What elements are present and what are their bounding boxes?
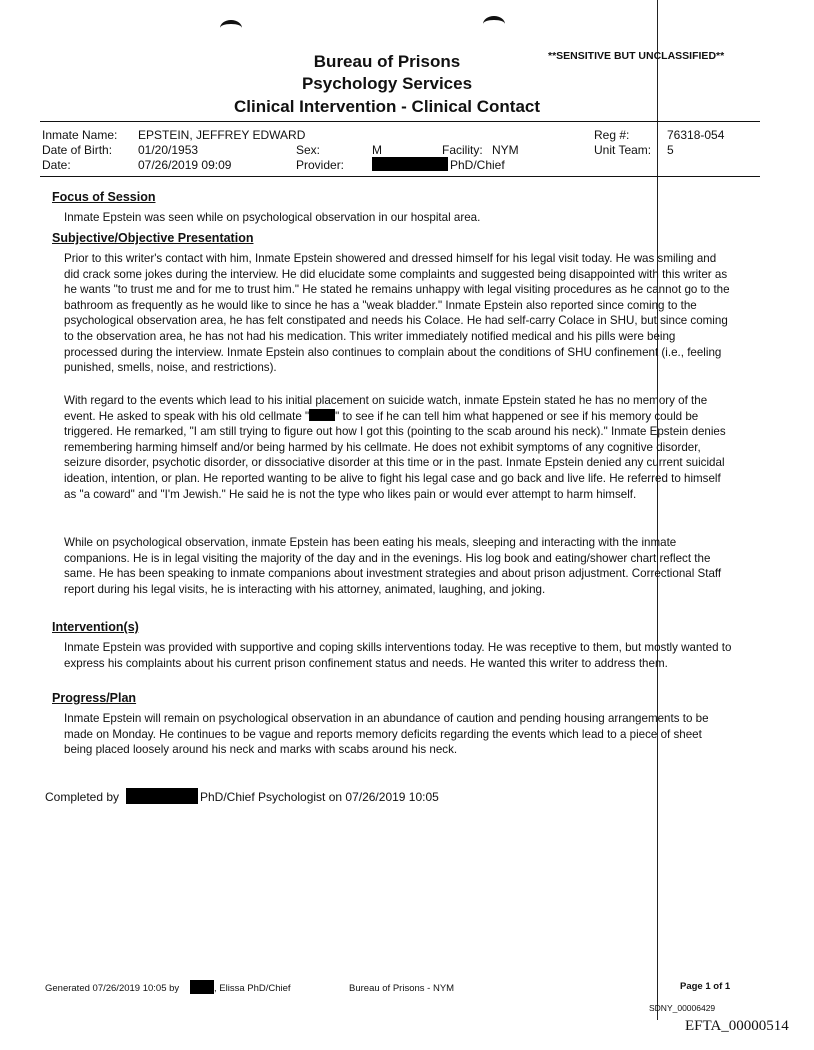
footer-page-number: Page 1 of 1 [680,981,731,992]
inmate-name-label: Inmate Name: [42,128,118,142]
header-rule-top [40,121,760,122]
subjective-p2-part-2: " to see if he can tell him what happened or see if his memory could be triggered. He remarked, "I am still trying to figure out how I got this (pointing to the scab around his neck)." Inmate Epstein denies remembering harming himself and/or being harmed by his cellmate. He does not exhibit symptoms of any cognitive disorder, seizure disorder, psychotic disorder, or dissociative disorder at this time or in the past. Inmate Epstein denied any current suicidal ideation, intention, or plan. He reported wanting to be alive to fight his legal case and go back and live life. He referred to himself as "a coward" and "I'm Jewish." He said he is not the type who likes pain or would ever attempt to harm himself. [64,409,726,501]
intervention-text: Inmate Epstein was provided with supportive and coping skills interventions today. He was receptive to them, but mostly wanted to express his complaints about his current prison confinement status and needs. He wanted this writer to address them. [64,641,732,670]
footer-location: Bureau of Prisons - NYM [349,983,455,994]
sex-label: Sex: [296,143,321,157]
document-title: Clinical Intervention - Clinical Contact [233,97,541,116]
dob-value: 01/20/1953 [138,143,199,157]
completed-by-signature: PhD/Chief Psychologist on 07/26/2019 10:05 [200,790,439,804]
provider-title: PhD/Chief [450,158,505,172]
redaction-completed-by-name [126,788,198,804]
unit-team-label: Unit Team: [594,143,652,157]
intervention-heading: Intervention(s) [52,620,139,634]
focus-heading: Focus of Session [52,190,156,204]
reg-label: Reg #: [594,128,630,142]
redaction-generated-by-name [190,980,214,994]
date-value: 07/26/2019 09:09 [138,158,232,172]
subjective-paragraph-2 [64,393,732,502]
footer-generated-suffix: , Elissa PhD/Chief [214,983,291,994]
scan-line-artifact [657,0,658,1020]
dob-label: Date of Birth: [42,143,113,157]
hole-punch-mark-left [220,20,242,36]
bates-number-sdny: SDNY_00006429 [649,1003,716,1013]
redaction-provider-name [372,157,448,171]
classification-marking: **SENSITIVE BUT UNCLASSIFIED** [548,50,725,62]
bates-number-efta: EFTA_00000514 [685,1018,789,1034]
agency-title: Bureau of Prisons [313,52,461,71]
plan-heading: Progress/Plan [52,691,137,705]
footer-generated-prefix: Generated 07/26/2019 10:05 by [45,983,180,994]
department-title: Psychology Services [301,74,473,93]
subjective-heading: Subjective/Objective Presentation [52,231,254,245]
sex-value: M [372,143,382,157]
reg-value: 76318-054 [667,128,725,142]
subjective-p2-part-1: With regard to the events which lead to his initial placement on suicide watch, inmate Epstein stated he has no memory of the event. He asked to speak with his old cellmate " [64,394,708,423]
facility-value: NYM [492,143,519,157]
header-rule-bottom [40,176,760,177]
plan-text: Inmate Epstein will remain on psychological observation in an abundance of caution and pending housing arrangements to be made on Monday. He continues to be vague and reports memory deficits regarding the events which lead to a piece of sheet being placed loosely around his neck and marks with scabs around his neck. [64,712,709,757]
inmate-name: EPSTEIN, JEFFREY EDWARD [138,128,306,142]
subjective-paragraph-3: While on psychological observation, inmate Epstein has been eating his meals, sleeping and interacting with the inmate companions. He is in legal visiting the majority of the day and in the evenings. His log book and eating/shower chart reflect the same. He has been speaking to inmate companions about investment strategies and about prison adjustment. Correctional Staff report during his legal visits, he is interacting with his attorney, animated, laughing, and joking. [64,536,722,596]
unit-team-value: 5 [667,143,674,157]
facility-label: Facility: [442,143,483,157]
subjective-paragraph-1: Prior to this writer's contact with him, Inmate Epstein showered and dressed himself for his legal visit today. He was smiling and did crack some jokes during the interview. He did elucidate some complaints and suggested being disappointed with this writer as he wants "to trust me and for me to trust him." He stated he remains unhappy with legal visiting procedures as he cannot go to the bathroom as frequently as he would like to since he has a "weak bladder." Inmate Epstein also reported since coming to the psychological observation area, he has felt constipated and needs his Colace. He had self-carry Colace in SHU, but since coming to the observation area, he has not had his medication. This writer immediately notified medical and his pills were being processed during the interview. Inmate Epstein also continues to complain about the conditions of SHU confinement (i.e., feeling punished, smells, noise, and restrictions). [64,252,730,375]
date-label: Date: [42,158,71,172]
hole-punch-mark-right [483,16,505,32]
focus-text: Inmate Epstein was seen while on psychological observation in our hospital area. [64,211,481,224]
provider-label: Provider: [296,158,345,172]
completed-by-label: Completed by [45,790,120,804]
redaction-cellmate-name [309,409,335,421]
